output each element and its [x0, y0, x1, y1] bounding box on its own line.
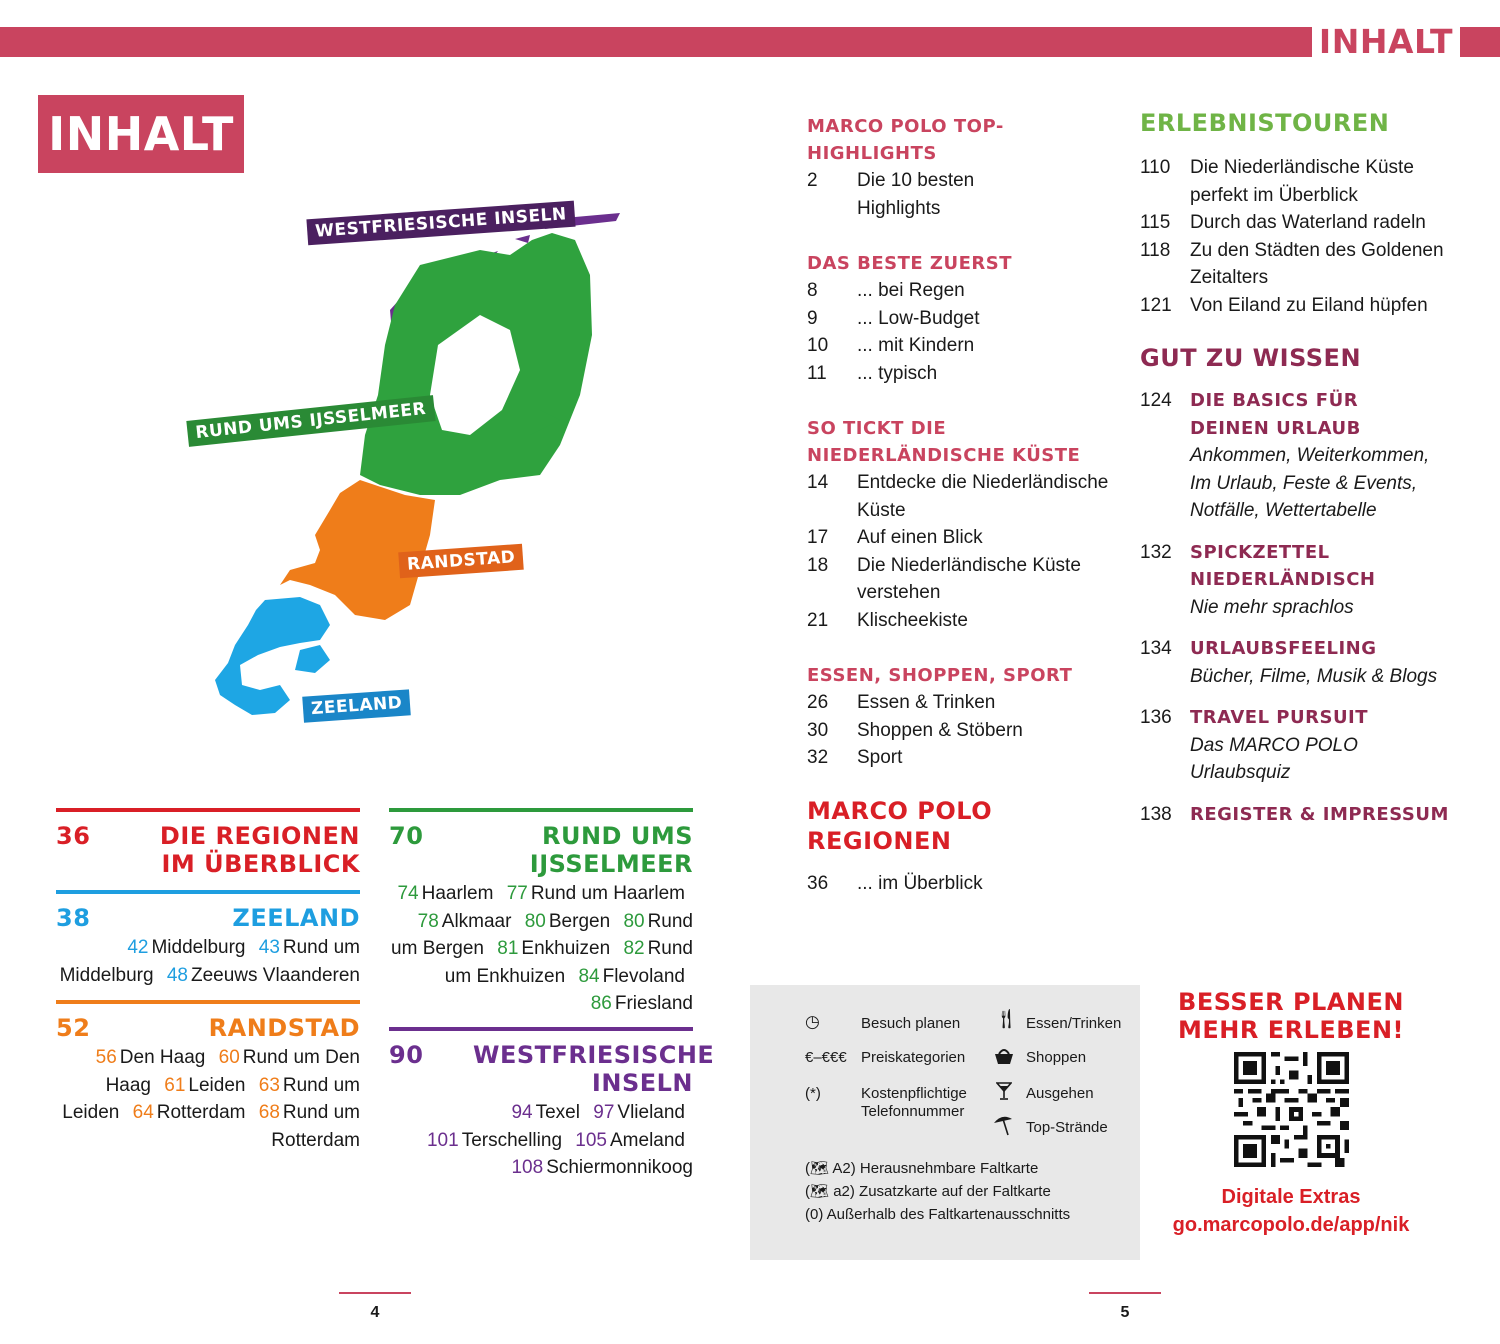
qr-url-link[interactable]: go.marcopolo.de/app/nik	[1172, 1214, 1410, 1236]
toc-title: Shoppen & Stöbern	[857, 719, 1023, 741]
toc-section-heading: ERLEBNISTOUREN	[1140, 109, 1390, 137]
toc-title: Die Niederländische Küste verstehen	[857, 554, 1081, 603]
toc-description: Nie mehr sprachlos	[1190, 596, 1354, 618]
cocktail-icon	[996, 1081, 1012, 1106]
entry-title: Middelburg	[151, 937, 246, 958]
toc-column-middle	[807, 113, 1117, 897]
toc-entry[interactable]	[807, 305, 1117, 333]
qr-code[interactable]	[1234, 1052, 1349, 1167]
header-section-label: INHALT	[1318, 22, 1454, 61]
beach-umbrella-icon	[992, 1113, 1016, 1142]
toc-entry[interactable]	[1140, 209, 1450, 237]
toc-section-heading: GUT ZU WISSEN	[1140, 344, 1362, 372]
toc-section-heading: ESSEN, SHOPPEN, SPORT	[807, 665, 1073, 686]
page-number-left: 4	[370, 1304, 380, 1321]
region-block-randstad	[56, 1000, 360, 1154]
entry-title: Rund um Bergen	[391, 910, 693, 959]
page-number-rule-right	[1089, 1292, 1161, 1294]
map-label-rund-ums-ijsselmeer: RUND UMS IJSSELMEER	[186, 395, 435, 447]
toc-section-heading: MARCO POLO REGIONEN	[807, 796, 993, 855]
region-title: WESTFRIESISCHE INSELN	[473, 1041, 715, 1097]
region-block-zeeland	[56, 890, 360, 989]
toc-description: Das MARCO POLO Urlaubsquiz	[1190, 734, 1358, 783]
toc-page: 14	[807, 472, 829, 493]
map-label-westfriesische-inseln: WESTFRIESISCHE INSELN	[306, 201, 575, 246]
toc-title: Sport	[857, 747, 903, 768]
toc-page: 21	[807, 609, 829, 631]
toc-section-heading: MARCO POLO TOP-HIGHLIGHTS	[807, 116, 1004, 164]
toc-title: Essen & Trinken	[857, 692, 996, 713]
qr-footer	[1140, 1183, 1442, 1239]
map-label-zeeland: ZEELAND	[302, 689, 411, 722]
qr-extras-label: Digitale Extras	[1221, 1186, 1361, 1208]
toc-entry[interactable]	[807, 167, 1117, 222]
shopping-basket-icon	[993, 1046, 1015, 1071]
entry-page: 81	[497, 938, 519, 959]
legend-eat: Essen/Trinken	[1026, 1015, 1122, 1032]
toc-page: 2	[807, 170, 818, 191]
toc-page: 138	[1140, 803, 1172, 825]
entry-page: 74	[397, 883, 419, 904]
toc-page: 17	[807, 527, 829, 548]
entry-page: 97	[593, 1102, 615, 1123]
toc-page: 121	[1140, 294, 1172, 316]
toc-title: Durch das Waterland radeln	[1190, 212, 1426, 233]
toc-entry[interactable]	[1140, 704, 1450, 787]
page-number-right: 5	[1120, 1304, 1130, 1321]
header-bar	[0, 27, 1312, 57]
entry-page: 61	[164, 1074, 186, 1096]
toc-entry[interactable]	[807, 689, 1117, 717]
region-title: RUND UMS IJSSELMEER	[529, 822, 693, 878]
entry-page: 64	[132, 1102, 154, 1123]
toc-entry[interactable]	[807, 524, 1117, 552]
qr-headline-line: BESSER PLANEN	[1178, 988, 1404, 1016]
legend-phone: Kostenpflichtige Telefonnummer	[861, 1085, 967, 1120]
entry-page: 101	[426, 1129, 459, 1151]
toc-title: Auf einen Blick	[857, 527, 983, 548]
map-label-randstad: RANDSTAD	[398, 544, 524, 579]
toc-entry[interactable]	[807, 360, 1117, 388]
toc-page: 10	[807, 335, 829, 356]
region-rule	[389, 808, 693, 812]
entry-title: Bergen	[548, 910, 611, 932]
entry-page: 43	[258, 937, 280, 958]
toc-title: Zu den Städten des Goldenen Zeitalters	[1190, 239, 1444, 288]
region-rule	[56, 1000, 360, 1004]
entry-title: Zeeuws Vlaanderen	[191, 964, 360, 986]
toc-entry[interactable]	[807, 744, 1117, 772]
toc-entry[interactable]	[1140, 154, 1450, 209]
region-page-number: 90	[389, 1041, 424, 1069]
toc-subheading: REGISTER & IMPRESSUM	[1190, 803, 1449, 825]
entry-title: Haarlem	[421, 883, 494, 904]
entry-page: 86	[590, 993, 612, 1014]
toc-page: 118	[1140, 239, 1171, 261]
legend-box	[750, 985, 1140, 1260]
toc-description: Bücher, Filme, Musik & Blogs	[1190, 665, 1438, 687]
header-bar-end	[1460, 27, 1500, 57]
toc-subheading: URLAUBSFEELING	[1190, 638, 1377, 659]
toc-page: 9	[807, 307, 818, 329]
region-page-number: 38	[56, 904, 91, 932]
toc-title: Von Eiland zu Eiland hüpfen	[1190, 294, 1428, 316]
qr-headline-line: MEHR ERLEBEN!	[1178, 1016, 1404, 1044]
region-title: DIE REGIONEN IM ÜBERBLICK	[159, 822, 360, 878]
entry-title: Rotterdam	[156, 1102, 246, 1123]
toc-page: 30	[807, 719, 829, 741]
region-title: RANDSTAD	[208, 1014, 360, 1042]
legend-map-fold: (🗺 A2) Herausnehmbare Faltkarte	[805, 1160, 1039, 1177]
toc-entry[interactable]	[807, 607, 1117, 635]
entry-title: Alkmaar	[441, 910, 512, 932]
entry-title: Leiden	[188, 1074, 246, 1096]
toc-entry[interactable]	[1140, 237, 1450, 292]
entry-title: Texel	[535, 1102, 580, 1123]
toc-page: 115	[1140, 212, 1171, 233]
entry-page: 42	[127, 937, 149, 958]
entry-title: Den Haag	[119, 1047, 206, 1068]
qr-headline	[1160, 988, 1422, 1044]
toc-entry[interactable]	[807, 717, 1117, 745]
entry-page: 63	[258, 1074, 280, 1096]
legend-shop: Shoppen	[1026, 1049, 1087, 1066]
entry-page: 80	[623, 910, 645, 932]
entry-page: 68	[258, 1102, 280, 1123]
entry-title: Rund um Middelburg	[59, 937, 360, 986]
toc-entry[interactable]	[807, 870, 1117, 898]
region-title: ZEELAND	[232, 904, 360, 932]
toc-description: Ankommen, Weiterkommen, Im Urlaub, Feste & Events, Notfälle, Wettertabelle	[1190, 445, 1430, 521]
toc-title: ... mit Kindern	[857, 335, 975, 356]
legend-price-symbol: €–€€€	[805, 1049, 847, 1066]
entry-title: Rund um Enkhuizen	[444, 938, 693, 987]
toc-title: ... Low-Budget	[857, 307, 980, 329]
region-rule	[56, 808, 360, 812]
toc-title: Die Niederländische Küste perfekt im Überblick	[1190, 157, 1414, 206]
entry-page: 80	[524, 910, 546, 932]
entry-title: Schiermonnikoog	[546, 1157, 693, 1178]
toc-title: Die 10 besten Highlights	[857, 170, 975, 219]
legend-map-outside: (0) Außerhalb des Faltkartenausschnitts	[805, 1206, 1071, 1223]
region-block-ijsselmeer	[389, 808, 693, 1018]
fork-knife-icon: 🍴︎	[994, 1009, 1019, 1030]
region-block-westfriesische	[389, 1027, 715, 1182]
toc-title: ... typisch	[857, 362, 938, 384]
legend-beach: Top-Strände	[1026, 1119, 1108, 1136]
entry-page: 94	[511, 1102, 533, 1123]
entry-title: Friesland	[614, 993, 693, 1014]
region-map	[180, 195, 660, 755]
toc-entry[interactable]	[807, 332, 1117, 360]
toc-title: Klischeekiste	[857, 609, 968, 631]
clock-icon: ◷	[805, 1012, 820, 1031]
entry-page: 82	[623, 938, 645, 959]
toc-section-heading: SO TICKT DIE NIEDERLÄNDISCHE KÜSTE	[807, 418, 1081, 466]
entry-page: 78	[417, 910, 439, 932]
toc-entry[interactable]	[1140, 539, 1450, 622]
toc-page: 132	[1140, 541, 1172, 563]
entry-page: 60	[218, 1047, 240, 1068]
entry-title: Rund um Leiden	[62, 1074, 360, 1123]
entry-title: Rund um Haarlem	[530, 883, 685, 904]
toc-page: 110	[1140, 157, 1171, 178]
toc-entry[interactable]	[1140, 635, 1450, 690]
entry-title: Flevoland	[602, 965, 685, 987]
legend-price: Preiskategorien	[861, 1049, 966, 1066]
toc-section-heading: DAS BESTE ZUERST	[807, 253, 1012, 274]
region-page-number: 70	[389, 822, 424, 850]
toc-page: 136	[1140, 707, 1172, 728]
entry-page: 56	[95, 1047, 117, 1068]
legend-out: Ausgehen	[1026, 1085, 1094, 1102]
page-title: INHALT	[38, 95, 244, 173]
toc-column-right	[1140, 108, 1450, 828]
entry-title: Rund um Rotterdam	[271, 1102, 360, 1151]
entry-page: 84	[578, 965, 600, 987]
region-rule	[56, 890, 360, 894]
entry-title: Ameland	[610, 1129, 685, 1151]
entry-title: Enkhuizen	[521, 938, 611, 959]
toc-entry[interactable]	[1140, 387, 1450, 525]
toc-entry[interactable]	[1140, 292, 1450, 320]
toc-page: 11	[807, 362, 827, 384]
entry-title: Rund um Den Haag	[105, 1047, 360, 1096]
toc-entry[interactable]	[807, 469, 1117, 524]
toc-subheading: SPICKZETTEL NIEDERLÄNDISCH	[1190, 541, 1376, 590]
region-page-number: 52	[56, 1014, 91, 1042]
toc-entry[interactable]	[807, 277, 1117, 305]
entry-page: 108	[511, 1157, 544, 1178]
region-block-uberblick	[56, 808, 360, 878]
toc-entry[interactable]	[1140, 801, 1450, 829]
entry-title: Vlieland	[617, 1102, 685, 1123]
toc-entry[interactable]	[807, 552, 1117, 607]
toc-page: 32	[807, 747, 829, 768]
legend-phone-symbol: (*)	[805, 1085, 821, 1102]
legend-map-extra: (🗺 a2) Zusatzkarte auf der Faltkarte	[805, 1183, 1051, 1200]
toc-subheading: TRAVEL PURSUIT	[1190, 707, 1369, 728]
page-number-rule-left	[339, 1292, 411, 1294]
toc-title: ... bei Regen	[857, 280, 965, 301]
toc-subheading: DIE BASICS FÜR DEINEN URLAUB	[1190, 390, 1361, 439]
entry-page: 77	[506, 883, 528, 904]
toc-page: 36	[807, 872, 829, 894]
entry-page: 48	[166, 964, 188, 986]
entry-title: Terschelling	[461, 1129, 563, 1151]
toc-page: 124	[1140, 390, 1172, 411]
region-page-number: 36	[56, 822, 91, 850]
toc-title: ... im Überblick	[857, 872, 983, 894]
region-rule	[389, 1027, 693, 1031]
toc-title: Entdecke die Niederländische Küste	[857, 472, 1109, 521]
toc-page: 8	[807, 280, 818, 301]
legend-visit: Besuch planen	[861, 1015, 961, 1032]
toc-page: 134	[1140, 638, 1172, 659]
entry-page: 105	[575, 1129, 607, 1151]
toc-page: 26	[807, 692, 829, 713]
toc-page: 18	[807, 554, 829, 576]
